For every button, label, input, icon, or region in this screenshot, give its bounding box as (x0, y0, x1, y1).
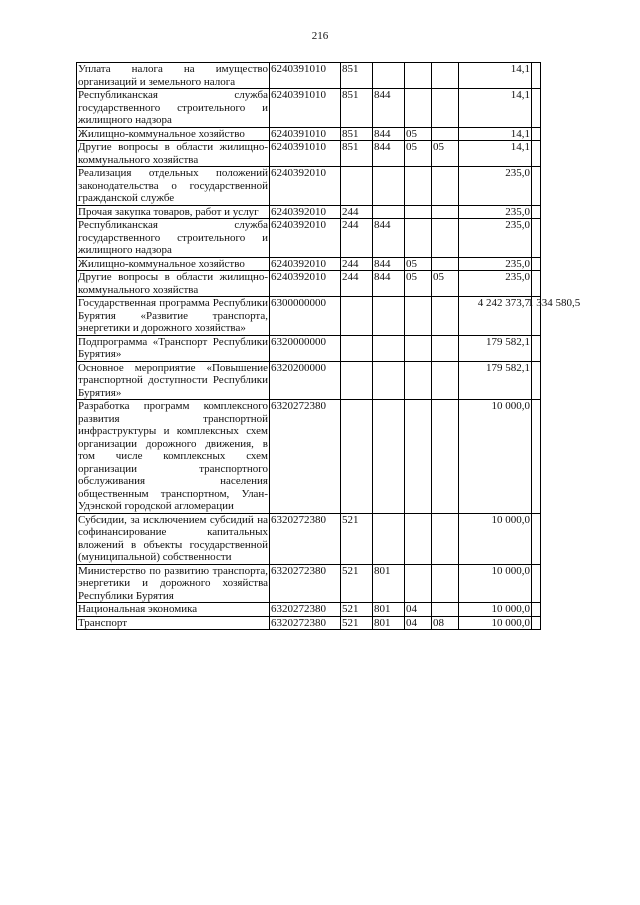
row-administrator-cell: 844 (373, 127, 405, 141)
row-subsection-cell (432, 400, 459, 514)
row-amount-cell: 235,0 (459, 167, 532, 206)
row-code-cell: 6240392010 (270, 271, 341, 297)
table-row (77, 219, 541, 258)
row-extra-amount-cell (532, 63, 541, 89)
row-amount-cell: 14,1 (459, 89, 532, 128)
row-extra-amount-cell (532, 205, 541, 219)
row-administrator-cell: 844 (373, 257, 405, 271)
row-extra-amount-cell (532, 335, 541, 361)
row-amount-cell: 10 000,0 (459, 513, 532, 564)
row-expense-type-cell: 851 (341, 127, 373, 141)
row-section-cell (405, 219, 432, 258)
row-name-cell: Транспорт (77, 616, 270, 630)
row-code-cell: 6240391010 (270, 63, 341, 89)
row-administrator-cell: 844 (373, 141, 405, 167)
row-section-cell (405, 361, 432, 400)
row-expense-type-cell: 521 (341, 513, 373, 564)
row-code-cell: 6240392010 (270, 257, 341, 271)
row-administrator-cell (373, 63, 405, 89)
row-administrator-cell: 844 (373, 219, 405, 258)
row-amount-cell: 10 000,0 (459, 564, 532, 603)
row-expense-type-cell: 521 (341, 616, 373, 630)
row-amount-cell: 179 582,1 (459, 335, 532, 361)
row-name-cell: Уплата налога на имущество организаций и земельного налога (78, 63, 268, 88)
row-name-cell: Национальная экономика (77, 603, 270, 617)
row-code-cell: 6320272380 (270, 603, 341, 617)
row-section-cell (405, 513, 432, 564)
row-subsection-cell (432, 513, 459, 564)
row-amount-cell: 14,1 (459, 63, 532, 89)
row-code-cell: 6300000000 (270, 297, 341, 336)
row-amount-cell: 10 000,0 (459, 603, 532, 617)
row-name-cell: Другие вопросы в области жилищно-коммунального хозяйства (78, 271, 268, 296)
row-subsection-cell: 08 (432, 616, 459, 630)
table-row (77, 603, 541, 617)
row-section-cell (405, 335, 432, 361)
row-subsection-cell (432, 361, 459, 400)
row-code-cell: 6240391010 (270, 141, 341, 167)
row-subsection-cell (432, 167, 459, 206)
row-extra-amount-cell (532, 513, 541, 564)
row-subsection-cell (432, 63, 459, 89)
row-code-cell: 6240391010 (270, 127, 341, 141)
row-expense-type-cell: 851 (341, 141, 373, 167)
row-administrator-cell (373, 167, 405, 206)
row-administrator-cell (373, 361, 405, 400)
row-expense-type-cell: 244 (341, 205, 373, 219)
row-subsection-cell (432, 89, 459, 128)
table-row (77, 257, 541, 271)
row-administrator-cell (373, 400, 405, 514)
row-administrator-cell: 844 (373, 89, 405, 128)
row-name-cell: Республиканская служба государственного строительного и жилищного надзора (78, 89, 268, 126)
row-expense-type-cell: 851 (341, 89, 373, 128)
row-subsection-cell (432, 297, 459, 336)
row-amount-cell: 4 242 373,7 (459, 297, 532, 336)
row-name-cell: Министерство по развитию транспорта, энергетики и дорожного хозяйства Республики Бурятия (78, 564, 268, 602)
row-amount-cell: 10 000,0 (459, 400, 532, 514)
row-code-cell: 6320000000 (270, 335, 341, 361)
row-name-cell: Разработка программ комплексного развития транспортной инфраструктуры и комплексных схем организации дорожного движения, в том числе комплексных схем организации транспортного обслуживания населения общественным транспортном, Улан-Удэнской городской агломерации (78, 400, 268, 512)
row-code-cell: 6240392010 (270, 167, 341, 206)
row-amount-cell: 14,1 (459, 141, 532, 167)
row-extra-amount-cell (532, 167, 541, 206)
row-code-cell: 6320272380 (270, 400, 341, 514)
row-section-cell (405, 63, 432, 89)
row-extra-amount-cell (528, 297, 581, 336)
row-subsection-cell (432, 603, 459, 617)
row-code-cell: 6320200000 (270, 361, 341, 400)
budget-table (76, 62, 581, 630)
row-section-cell: 05 (405, 127, 432, 141)
row-expense-type-cell (341, 361, 373, 400)
table-row (77, 564, 541, 603)
row-name-cell: Другие вопросы в области жилищно-коммунального хозяйства (78, 141, 268, 166)
row-extra-amount-cell (532, 603, 541, 617)
row-expense-type-cell (341, 400, 373, 514)
page-number: 216 (311, 30, 329, 42)
row-code-cell: 6320272380 (270, 513, 341, 564)
row-subsection-cell (432, 219, 459, 258)
row-section-cell (405, 205, 432, 219)
row-name-cell: Основное мероприятие «Повышение транспортной доступности Республики Бурятия» (78, 361, 268, 399)
row-subsection-cell: 05 (432, 271, 459, 297)
row-expense-type-cell: 244 (341, 257, 373, 271)
row-amount-cell: 235,0 (459, 219, 532, 258)
table-row (77, 205, 541, 219)
row-extra-amount-cell (532, 257, 541, 271)
row-extra-amount-cell (532, 127, 541, 141)
table-row (77, 335, 541, 361)
row-section-cell: 05 (405, 271, 432, 297)
table-row (77, 297, 541, 336)
row-amount-cell: 14,1 (459, 127, 532, 141)
row-expense-type-cell: 851 (341, 63, 373, 89)
row-subsection-cell (432, 564, 459, 603)
row-name-cell: Подпрограмма «Транспорт Республики Бурятия» (78, 335, 268, 360)
row-extra-amount-cell (532, 89, 541, 128)
table-row (77, 141, 541, 167)
row-name-cell: Республиканская служба государственного строительного и жилищного надзора (78, 219, 268, 256)
row-subsection-cell (432, 127, 459, 141)
row-code-cell: 6240392010 (270, 205, 341, 219)
row-expense-type-cell (341, 297, 373, 336)
row-administrator-cell: 801 (373, 603, 405, 617)
table-row (77, 89, 541, 128)
row-amount-cell: 235,0 (459, 271, 532, 297)
row-section-cell (405, 564, 432, 603)
row-subsection-cell: 05 (432, 141, 459, 167)
row-code-cell: 6320272380 (270, 564, 341, 603)
row-administrator-cell: 801 (373, 564, 405, 603)
table-row (77, 271, 541, 297)
row-code-cell: 6240392010 (270, 219, 341, 258)
row-administrator-cell (373, 513, 405, 564)
row-extra-amount-cell (532, 271, 541, 297)
row-expense-type-cell: 521 (341, 603, 373, 617)
row-subsection-cell (432, 205, 459, 219)
row-subsection-cell (432, 335, 459, 361)
budget-table-body (77, 63, 581, 630)
row-amount-cell: 235,0 (459, 205, 532, 219)
row-administrator-cell (373, 335, 405, 361)
table-row (77, 400, 541, 514)
row-section-cell (405, 297, 432, 336)
row-expense-type-cell: 521 (341, 564, 373, 603)
row-extra-amount-cell (532, 616, 541, 630)
row-section-cell: 05 (405, 257, 432, 271)
table-row (77, 127, 541, 141)
row-expense-type-cell: 244 (341, 271, 373, 297)
row-name-cell: Жилищно-коммунальное хозяйство (77, 127, 270, 141)
row-extra-amount-cell (532, 361, 541, 400)
row-name-cell: Жилищно-коммунальное хозяйство (77, 257, 270, 271)
row-expense-type-cell (341, 335, 373, 361)
row-code-cell: 6320272380 (270, 616, 341, 630)
row-extra-amount-cell (532, 400, 541, 514)
row-amount-cell: 235,0 (459, 257, 532, 271)
row-section-cell (405, 400, 432, 514)
row-amount-cell: 179 582,1 (459, 361, 532, 400)
table-row (77, 616, 541, 630)
row-section-cell (405, 167, 432, 206)
row-extra-amount-cell (532, 141, 541, 167)
row-section-cell: 05 (405, 141, 432, 167)
row-extra-amount-cell (532, 564, 541, 603)
row-code-cell: 6240391010 (270, 89, 341, 128)
table-row (77, 361, 541, 400)
row-extra-amount-cell (532, 219, 541, 258)
table-row (77, 167, 541, 206)
row-expense-type-cell (341, 167, 373, 206)
row-subsection-cell (432, 257, 459, 271)
extra-amount-text: 1 334 580,5 (528, 297, 581, 309)
row-administrator-cell: 844 (373, 271, 405, 297)
row-amount-cell: 10 000,0 (459, 616, 532, 630)
row-expense-type-cell: 244 (341, 219, 373, 258)
row-administrator-cell: 801 (373, 616, 405, 630)
row-name-cell: Прочая закупка товаров, работ и услуг (77, 205, 270, 219)
row-section-cell: 04 (405, 616, 432, 630)
row-section-cell: 04 (405, 603, 432, 617)
table-row (77, 513, 541, 564)
row-section-cell (405, 89, 432, 128)
row-name-cell: Государственная программа Республики Бурятия «Развитие транспорта, энергетики и дорожного хозяйства» (78, 297, 268, 334)
row-administrator-cell (373, 205, 405, 219)
table-row (77, 63, 541, 89)
row-name-cell: Реализация отдельных положений законодательства о государственной гражданской службе (78, 167, 268, 204)
row-name-cell: Субсидии, за исключением субсидий на софинансирование капитальных вложений в объекты государственной (муниципальной) собственности (78, 513, 268, 563)
row-administrator-cell (373, 297, 405, 336)
